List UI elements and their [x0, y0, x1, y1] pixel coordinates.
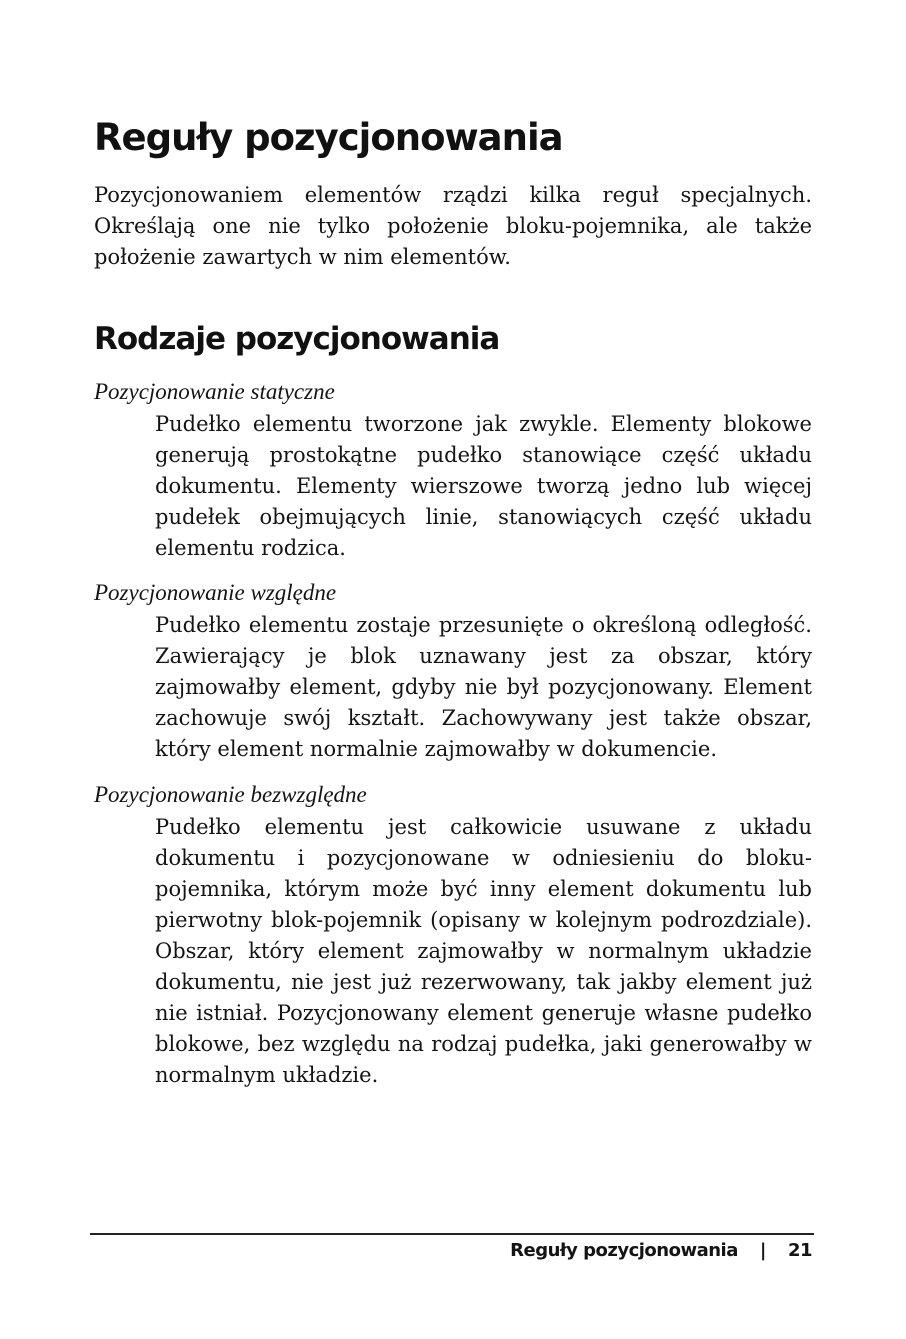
footer-divider [90, 1233, 814, 1235]
definition-text-static: Pudełko elementu tworzone jak zwykle. Elementy blokowe generują prostokątne pudełko stanowiące część układu dokumentu. Elementy wierszowe tworzą jedno lub więcej pudełek obejmujących linie, stanowiących część układu elementu rodzica. [155, 412, 812, 560]
page-footer [510, 1240, 812, 1261]
intro-paragraph: Pozycjonowaniem elementów rządzi kilka reguł specjalnych. Określają one nie tylko położenie bloku-pojemnika, ale także położenie zawartych w nim elementów. [94, 183, 812, 269]
footer-separator: | [759, 1240, 766, 1261]
definition-text-absolute: Pudełko elementu jest całkowicie usuwane z układu dokumentu i pozycjonowane w odniesieniu do bloku-pojemnika, którym może być inny element dokumentu lub pierwotny blok-pojemnik (opisany w kolejnym podrozdziale). Obszar, który element zajmowałby w normalnym układzie dokumentu, nie jest już rezerwowany, tak jakby element już nie istniał. Pozycjonowany element generuje własne pudełko blokowe, bez względu na rodzaj pudełka, jaki generowałby w normalnym układzie. [155, 815, 812, 1087]
definition-term-static: Pozycjonowanie statyczne [94, 379, 335, 404]
page-title: Reguły pozycjonowania [94, 116, 563, 159]
definition-term-absolute: Pozycjonowanie bezwzględne [94, 782, 367, 807]
section-heading: Rodzaje pozycjonowania [94, 321, 500, 357]
definition-text-relative: Pudełko elementu zostaje przesunięte o określoną odległość. Zawierający je blok uznawany jest za obszar, który zajmowałby element, gdyby nie był pozycjonowany. Element zachowuje swój kształt. Zachowywany jest także obszar, który element normalnie zajmowałby w dokumencie. [155, 613, 812, 761]
page-number: 21 [787, 1240, 812, 1261]
definition-term-relative: Pozycjonowanie względne [94, 580, 337, 605]
running-title: Reguły pozycjonowania [510, 1240, 738, 1261]
